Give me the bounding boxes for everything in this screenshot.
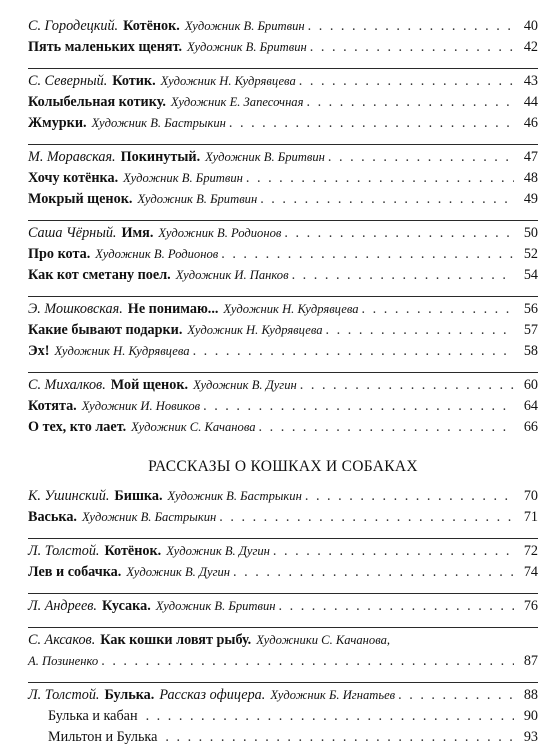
toc-entry (28, 630, 538, 672)
toc-group (28, 144, 538, 210)
entry-illustrator: Художник В. Родионов (158, 226, 282, 240)
toc-entry (28, 486, 538, 507)
toc-entry (28, 92, 538, 113)
entry-author: С. Северный. (28, 73, 108, 89)
entry-title: Котик. (112, 73, 156, 89)
entry-illustrator: Художник В. Бастрыкин (91, 116, 226, 130)
entry-illustrator: Художник В. Родионов (95, 247, 219, 261)
dot-leader (101, 651, 514, 672)
entry-page-number: 46 (523, 115, 538, 131)
toc-entry (28, 71, 538, 92)
entry-illustrator: Художник В. Бритвин (137, 192, 258, 206)
entry-author: М. Моравская. (28, 149, 116, 165)
toc-entry (28, 299, 538, 320)
entry-page-number: 87 (523, 653, 538, 669)
dot-leader (203, 396, 514, 417)
entry-title: Колыбельная котику. (28, 94, 166, 110)
toc-entry (28, 265, 538, 286)
toc-entry (28, 189, 538, 210)
toc-entry (28, 375, 538, 396)
entry-illustrator: Художник Е. Запесочная (170, 95, 304, 109)
entry-page-number: 56 (523, 301, 538, 317)
entry-page-number: 43 (523, 73, 538, 89)
toc-entry (28, 341, 538, 362)
toc-group (28, 68, 538, 134)
toc-entry (28, 596, 538, 617)
entry-title: Булька. (104, 687, 155, 703)
toc-entry (28, 706, 538, 727)
section-heading: РАССКАЗЫ О КОШКАХ И СОБАКАХ (148, 458, 418, 475)
dot-leader (259, 417, 514, 438)
dot-leader (246, 168, 514, 189)
dot-leader (326, 320, 514, 341)
dot-leader (306, 92, 514, 113)
toc-entry (28, 396, 538, 417)
toc-entry (28, 417, 538, 438)
entry-illustrator: Художник В. Бритвин (184, 19, 305, 33)
toc-entry (28, 37, 538, 58)
entry-illustrator: Художник В. Бритвин (123, 171, 243, 185)
entry-illustrator: Художники С. Качанова, (256, 633, 391, 647)
dot-leader (328, 147, 514, 168)
dot-leader (308, 16, 514, 37)
entry-illustrator: Художник И. Панков (175, 268, 289, 282)
entry-title: Хочу котёнка. (28, 170, 119, 186)
dot-leader (362, 299, 514, 320)
entry-page-number: 74 (523, 564, 538, 580)
dot-leader (292, 265, 514, 286)
toc-entry (28, 168, 538, 189)
toc-group (28, 486, 538, 528)
entry-page-number: 54 (523, 267, 538, 283)
dot-leader (279, 596, 514, 617)
entry-illustrator: Художник В. Дугин (166, 544, 270, 558)
entry-title: Не понимаю... (127, 301, 219, 317)
entry-title: Покинутый. (120, 149, 201, 165)
entry-title: Какие бывают подарки. (28, 322, 183, 338)
toc-entry (28, 541, 538, 562)
toc-group (28, 296, 538, 362)
dot-leader (284, 223, 514, 244)
entry-title: Булька и кабан (48, 708, 138, 724)
toc-entry (28, 727, 538, 748)
entry-title: Жмурки. (28, 115, 87, 131)
dot-leader (221, 244, 514, 265)
dot-leader (260, 189, 514, 210)
entry-illustrator: Художник В. Бритвин (205, 150, 325, 164)
entry-page-number: 72 (523, 543, 538, 559)
entry-line (28, 630, 538, 651)
entry-author: С. Городецкий. (28, 18, 119, 34)
entry-page-number: 90 (523, 708, 538, 724)
entry-author: Л. Толстой. (28, 687, 100, 703)
entry-title: Мокрый щенок. (28, 191, 133, 207)
entry-page-number: 48 (523, 170, 538, 186)
entry-page-number: 70 (523, 488, 538, 504)
toc-entry (28, 113, 538, 134)
dot-leader (305, 486, 514, 507)
entry-line (28, 651, 538, 672)
toc-group (28, 593, 538, 617)
entry-title: Васька. (28, 509, 77, 525)
toc-group (28, 627, 538, 672)
entry-title: О тех, кто лает. (28, 419, 127, 435)
dot-leader (233, 562, 514, 583)
entry-author: С. Михалков. (28, 377, 106, 393)
entry-illustrator: Художник В. Дугин (193, 378, 297, 392)
entry-page-number: 44 (523, 94, 538, 110)
entry-illustrator: Художник Н. Кудрявцева (223, 302, 359, 316)
toc-entry (28, 562, 538, 583)
dot-leader (300, 375, 514, 396)
dot-leader (398, 685, 514, 706)
dot-leader (310, 37, 514, 58)
entry-title: Эх! (28, 343, 50, 359)
toc-entry (28, 320, 538, 341)
dot-leader (165, 727, 514, 748)
entry-title: Лев и собачка. (28, 564, 122, 580)
toc-entry (28, 685, 538, 706)
entry-page-number: 52 (523, 246, 538, 262)
entry-subtitle: Рассказ офицера. (159, 687, 266, 703)
entry-illustrator: Художник В. Бастрыкин (81, 510, 217, 524)
entry-author: К. Ушинский. (28, 488, 110, 504)
entry-illustrator: Художник В. Бритвин (155, 599, 276, 613)
entry-title: Имя. (121, 225, 154, 241)
entry-author: Л. Толстой. (28, 543, 100, 559)
dot-leader (273, 541, 514, 562)
entry-title: Котёнок. (104, 543, 162, 559)
dot-leader (299, 71, 514, 92)
toc-entry (28, 244, 538, 265)
entry-illustrator: Художник С. Качанова (131, 420, 256, 434)
entry-title: Про кота. (28, 246, 91, 262)
entry-title: Котёнок. (123, 18, 180, 34)
entry-page-number: 50 (523, 225, 538, 241)
entry-page-number: 66 (523, 419, 538, 435)
entry-title: Кусака. (101, 598, 151, 614)
toc-group (28, 372, 538, 438)
toc-lower-section (28, 486, 538, 748)
entry-author: Э. Мошковская. (28, 301, 123, 317)
entry-page-number: 47 (523, 149, 538, 165)
entry-page-number: 76 (523, 598, 538, 614)
entry-page-number: 42 (523, 39, 538, 55)
entry-illustrator: А. Позиненко (28, 654, 99, 668)
entry-title: Котята. (28, 398, 77, 414)
entry-title: Как кошки ловят рыбу. (100, 632, 252, 648)
entry-page-number: 49 (523, 191, 538, 207)
entry-title: Бишка. (114, 488, 163, 504)
entry-title: Пять маленьких щенят. (28, 39, 183, 55)
entry-page-number: 58 (523, 343, 538, 359)
toc-group (28, 220, 538, 286)
entry-page-number: 40 (523, 18, 538, 34)
toc-group (28, 538, 538, 583)
toc-upper-section (28, 16, 538, 438)
entry-author: Саша Чёрный. (28, 225, 117, 241)
toc-entry (28, 223, 538, 244)
entry-page-number: 60 (523, 377, 538, 393)
dot-leader (229, 113, 514, 134)
entry-page-number: 93 (523, 729, 538, 745)
toc-group (28, 16, 538, 58)
dot-leader (146, 706, 514, 727)
toc-entry (28, 16, 538, 37)
entry-title: Как кот сметану поел. (28, 267, 171, 283)
dot-leader (219, 507, 514, 528)
entry-page-number: 88 (523, 687, 538, 703)
entry-illustrator: Художник Н. Кудрявцева (187, 323, 323, 337)
entry-illustrator: Художник И. Новиков (81, 399, 201, 413)
entry-author: Л. Андреев. (28, 598, 97, 614)
toc-entry (28, 507, 538, 528)
entry-page-number: 71 (523, 509, 538, 525)
entry-illustrator: Художник Н. Кудрявцева (54, 344, 190, 358)
entry-title: Мильтон и Булька (48, 729, 158, 745)
entry-author: С. Аксаков. (28, 632, 96, 648)
entry-illustrator: Художник В. Бастрыкин (167, 489, 302, 503)
toc-entry (28, 147, 538, 168)
entry-illustrator: Художник В. Бритвин (187, 40, 307, 54)
entry-title: Мой щенок. (110, 377, 189, 393)
entry-page-number: 64 (523, 398, 538, 414)
entry-page-number: 57 (523, 322, 538, 338)
entry-illustrator: Художник Б. Игнатьев (270, 688, 396, 702)
dot-leader (193, 341, 514, 362)
entry-illustrator: Художник Н. Кудрявцева (160, 74, 296, 88)
entry-illustrator: Художник В. Дугин (126, 565, 231, 579)
toc-group (28, 682, 538, 748)
